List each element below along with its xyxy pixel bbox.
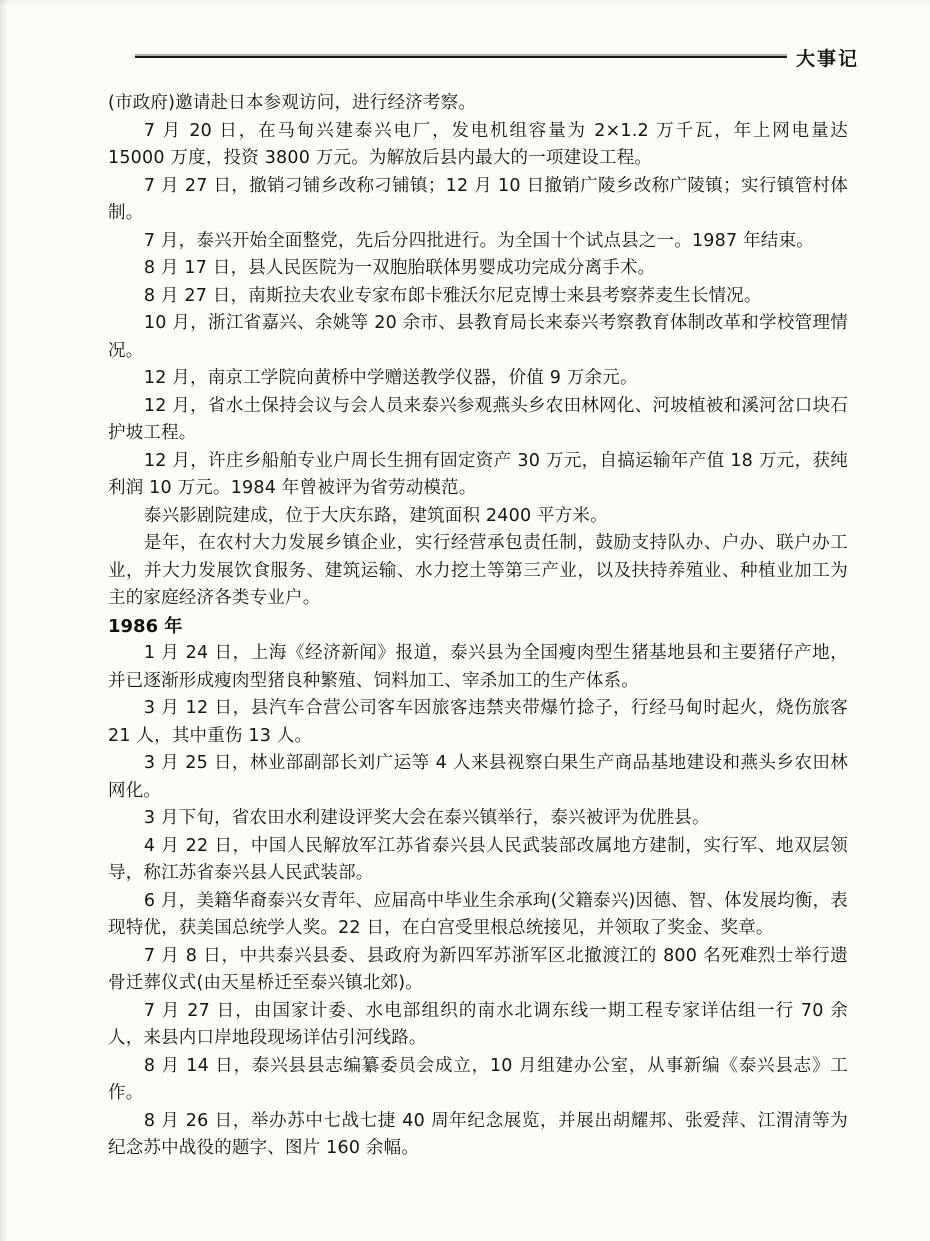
paragraph-entry: 泰兴影剧院建成，位于大庆东路，建筑面积 2400 平方米。 bbox=[143, 505, 608, 526]
header-rule-line bbox=[135, 56, 787, 58]
paragraph-entry: 7 月，泰兴开始全面整党，先后分四批进行。为全国十个试点县之一。1987 年结束。 bbox=[143, 230, 814, 251]
paragraph-entry: 4 月 22 日，中国人民解放军江苏省泰兴县人民武装部改属地方建制，实行军、地双层领导，称江苏省泰兴县人民武装部。 bbox=[108, 835, 848, 883]
paragraph-entry: 3 月 25 日，林业部副部长刘广运等 4 人来县视察白果生产商品基地建设和燕头乡农田林网化。 bbox=[108, 753, 848, 801]
paragraph-entry: 7 月 8 日，中共泰兴县委、县政府为新四军苏浙军区北撤渡江的 800 名死难烈士举行遗骨迁葬仪式(由天星桥迁至泰兴镇北郊)。 bbox=[108, 945, 848, 993]
paragraph-entry: 10 月，浙江省嘉兴、余姚等 20 余市、县教育局长来泰兴考察教育体制改革和学校管理情况。 bbox=[108, 313, 848, 361]
scan-shadow-left-edge bbox=[0, 0, 8, 1241]
paragraph-entry: 6 月，美籍华裔泰兴女青年、应届高中毕业生余承珣(父籍泰兴)因德、智、体发展均衡，表现特优，获美国总统学人奖。22 日，在白宫受里根总统接见，并领取了奖金、奖章。 bbox=[108, 890, 848, 938]
paragraph-entry: 7 月 27 日，由国家计委、水电部组织的南水北调东线一期工程专家详估组一行 70 余人，来县内口岸地段现场详估引河线路。 bbox=[108, 1000, 848, 1048]
paragraph-entry: 1 月 24 日，上海《经济新闻》报道，泰兴县为全国瘦肉型生猪基地县和主要猪仔产地，并已逐渐形成瘦肉型猪良种繁殖、饲料加工、宰杀加工的生产体系。 bbox=[108, 643, 848, 691]
paragraph-entry: 3 月下旬，省农田水利建设评奖大会在泰兴镇举行，泰兴被评为优胜县。 bbox=[143, 808, 710, 828]
paragraph-entry: 7 月 20 日，在马甸兴建泰兴电厂，发电机组容量为 2×1.2 万千瓦，年上网电量达 15000 万度，投资 3800 万元。为解放后县内最大的一项建设工程。 bbox=[108, 120, 848, 168]
year-heading-1986: 1986 年 bbox=[108, 615, 183, 637]
paragraph-entry: 12 月，许庄乡船舶专业户周长生拥有固定资产 30 万元，自搞运输年产值 18 万元，获纯利润 10 万元。1984 年曾被评为省劳动模范。 bbox=[108, 450, 848, 498]
paragraph-entry: 7 月 27 日，撤销刁铺乡改称刁铺镇；12 月 10 日撤销广陵乡改称广陵镇；实行镇管村体制。 bbox=[108, 175, 848, 223]
chronicle-text-body bbox=[108, 90, 848, 1163]
paragraph-continuation: (市政府)邀请赴日本参观访问，进行经济考察。 bbox=[108, 93, 477, 113]
paragraph-entry: 是年，在农村大力发展乡镇企业，实行经营承包责任制，鼓励支持队办、户办、联户办工业，并大力发展饮食服务、建筑运输、水力挖土等第三产业，以及扶持养殖业、种植业加工为主的家庭经济各类专业户。 bbox=[108, 533, 848, 608]
paragraph-entry: 8 月 14 日，泰兴县县志编纂委员会成立，10 月组建办公室，从事新编《泰兴县志》工作。 bbox=[108, 1055, 848, 1103]
scan-shadow-top-edge bbox=[0, 0, 930, 6]
paragraph-entry: 12 月，省水土保持会议与会人员来泰兴参观燕头乡农田林网化、河坡植被和溪河岔口块石护坡工程。 bbox=[108, 395, 848, 443]
paragraph-entry: 8 月 26 日，举办苏中七战七捷 40 周年纪念展览，并展出胡耀邦、张爱萍、江渭清等为纪念苏中战役的题字、图片 160 余幅。 bbox=[108, 1110, 848, 1158]
paragraph-entry: 8 月 27 日，南斯拉夫农业专家布郎卡雅沃尔尼克博士来县考察荞麦生长情况。 bbox=[143, 285, 762, 306]
paragraph-entry: 3 月 12 日，县汽车合营公司客车因旅客违禁夹带爆竹捻子，行经马甸时起火，烧伤旅客 21 人，其中重伤 13 人。 bbox=[108, 698, 848, 746]
paragraph-entry: 8 月 17 日，县人民医院为一双胞胎联体男婴成功完成分离手术。 bbox=[143, 258, 656, 278]
page-header-title: 大事记 bbox=[796, 48, 860, 70]
page-header bbox=[0, 44, 930, 72]
paragraph-entry: 12 月，南京工学院向黄桥中学赠送教学仪器，价值 9 万余元。 bbox=[143, 368, 638, 388]
